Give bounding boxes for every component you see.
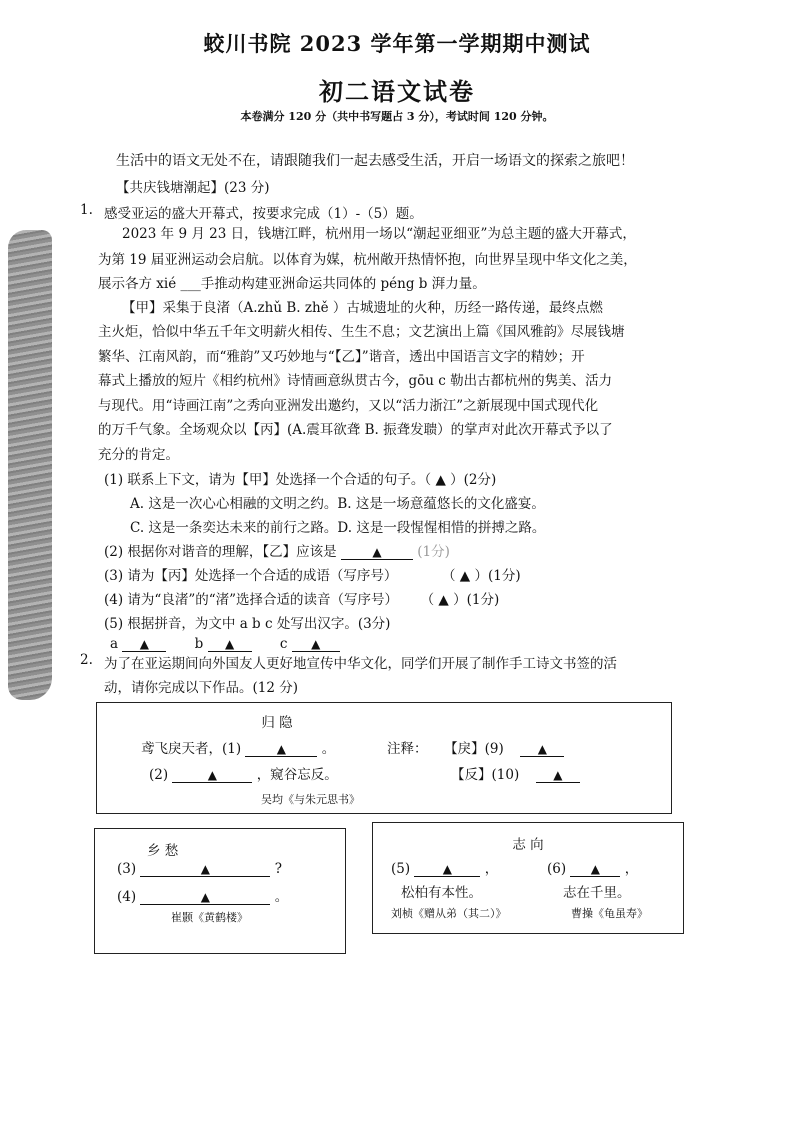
q1-number: 1. [80, 202, 93, 218]
box3-l5-label: (5) [391, 861, 411, 877]
box1-line2-label: (2) [149, 767, 169, 783]
q1-passage-line: 主火炬，恰似中华五千年文明薪火相传、生生不息；文艺演出上篇《国风雅韵》尽展钱塘 [98, 324, 625, 340]
answer-blank-a[interactable]: ▲ [122, 637, 166, 652]
box2-title: 乡 愁 [147, 843, 179, 859]
box1-note-label: 注释： [387, 741, 428, 757]
box3-l6-comma: ， [624, 861, 639, 877]
box1-source: 吴均《与朱元思书》 [261, 793, 360, 806]
box1-note2 [451, 763, 580, 783]
q1-sub5: (5) 根据拼音，为文中 a b c 处写出汉字。(3分) [104, 616, 391, 632]
q1-passage-line: 幕式上播放的短片《相约杭州》诗情画意纵贯古今，gōu c 勒出古都杭州的隽美、活力 [98, 373, 613, 389]
answer-blank[interactable]: ▲ [341, 545, 413, 560]
bookmark-box-xiangchou [94, 828, 346, 954]
exam-note: 本卷满分 120 分（共中书写题占 3 分），考试时间 120 分钟。 [240, 110, 554, 123]
bookmark-box-zhixiang [372, 822, 684, 934]
box3-source-b: 曹操《龟虽寿》 [571, 907, 648, 920]
answer-blank-5[interactable]: ▲ [414, 862, 480, 877]
box3-title: 志 向 [512, 837, 544, 853]
q1-passage-line: 为第 19 届亚洲运动会启航。以体育为媒，杭州敞开热情怀抱，向世界呈现中华文化之美， [98, 252, 637, 268]
box2-line1-label: (3) [117, 861, 137, 877]
section-heading: 【共庆钱塘潮起】(23 分) [116, 180, 270, 196]
q1-sub4-text: (4) 请为“良渚”的“渚”选择合适的读音（写序号） [104, 592, 399, 608]
box2-line1 [117, 861, 282, 877]
q1-sub1-options-ab: A. 这是一次心心相融的文明之约。B. 这是一场意蕴悠长的文化盛宴。 [130, 496, 545, 512]
q1-sub3-text: (3) 请为【丙】处选择一个合适的成语（写序号） [104, 568, 398, 584]
paper-title: 初二语文试卷 [319, 77, 475, 106]
q2-stem-line1: 为了在亚运期间向外国友人更好地宣传中华文化，同学们开展了制作手工诗文书签的活 [104, 656, 617, 672]
q1-sub2 [104, 540, 450, 560]
answer-blank-b[interactable]: ▲ [208, 637, 252, 652]
box3-verse-b: 志在千里。 [563, 885, 631, 901]
answer-blank-9[interactable]: ▲ [520, 742, 564, 757]
box1-line2 [149, 763, 338, 783]
q1-passage-line: 充分的肯定。 [98, 447, 179, 463]
q1-passage-line: 展示各方 xié ___手推动构建亚洲命运共同体的 péng b 湃力量。 [98, 276, 486, 292]
q1-sub1: (1) 联系上下文，请为【甲】处选择一个合适的句子。（ ▲ ）(2分) [104, 472, 497, 488]
q1-passage-line: 2023 年 9 月 23 日，钱塘江畔，杭州用一场以“潮起亚细亚”为总主题的盛大开幕式， [122, 226, 636, 242]
blank-label-c: c [279, 636, 288, 652]
box1-line1-text: 鸢飞戾天者，(1) [141, 741, 242, 757]
box1-note2-text: 【反】(10) [451, 767, 520, 783]
q1-passage-line: 的万千气象。全场观众以【丙】(A.震耳欲聋 B. 振聋发聩）的掌声对此次开幕式予以了 [98, 422, 613, 438]
school-title: 蛟川书院 2023 学年第一学期期中测试 [203, 31, 591, 56]
q1-sub5-blanks [110, 636, 340, 652]
q1-passage-line: 繁华、江南风韵，而“雅韵”又巧妙地与“【乙】”谐音，透出中国语言文字的精妙；开 [98, 349, 585, 365]
box2-line2 [117, 885, 288, 905]
box3-source-a: 刘桢《赠从弟（其二）》 [391, 907, 507, 920]
blank-label-a: a [110, 636, 119, 652]
box3-l6-label: (6) [547, 861, 567, 877]
q2-number: 2. [80, 652, 93, 668]
box1-title: 归 隐 [261, 715, 293, 731]
box1-line1 [141, 737, 335, 757]
q1-passage-line: 【甲】采集于良渚（A.zhǔ B. zhě ）古城遗址的火种，历经一路传递，最终点燃 [122, 300, 603, 316]
box2-line2-end: 。 [274, 889, 289, 905]
box1-note1-text: 【戾】(9) [444, 741, 504, 757]
q1-sub1-options-cd: C. 这是一条奕达未来的前行之路。D. 这是一段惺惺相惜的拼搏之路。 [130, 520, 546, 536]
box1-line1-end: 。 [321, 741, 336, 757]
q1-sub3-answer[interactable]: （ ▲ ）(1分) [442, 568, 521, 584]
q1-sub4-answer[interactable]: （ ▲ ）(1分) [420, 592, 500, 608]
q1-sub3 [104, 564, 521, 584]
bookmark-box-guiyin [96, 702, 672, 814]
answer-blank-1[interactable]: ▲ [245, 742, 317, 757]
box3-line5 [391, 857, 498, 877]
answer-blank-2[interactable]: ▲ [172, 768, 252, 783]
box1-line2-text: ，窥谷忘反。 [256, 767, 338, 783]
q1-sub2-text: (2) 根据你对谐音的理解，【乙】应该是 [104, 544, 337, 560]
scan-smudge [8, 230, 52, 700]
intro-text: 生活中的语文无处不在，请跟随我们一起去感受生活，开启一场语文的探索之旅吧！ [116, 153, 634, 169]
answer-blank-4[interactable]: ▲ [140, 890, 270, 905]
box2-line1-end: ? [274, 861, 282, 877]
answer-blank-6[interactable]: ▲ [570, 862, 620, 877]
answer-blank-10[interactable]: ▲ [536, 768, 580, 783]
q1-stem: 感受亚运的盛大开幕式，按要求完成（1）-（5）题。 [104, 206, 423, 222]
answer-blank-3[interactable]: ▲ [140, 862, 270, 877]
blank-label-b: b [194, 636, 204, 652]
box3-l5-comma: ， [484, 861, 499, 877]
q1-passage-line: 与现代。用“诗画江南”之秀向亚洲发出邀约，又以“活力浙江”之新展现中国式现代化 [98, 398, 599, 414]
q1-sub4 [104, 588, 499, 608]
q2-stem-line2: 动，请你完成以下作品。(12 分) [104, 680, 299, 696]
q1-sub2-score: (1分) [417, 544, 450, 560]
box2-line2-label: (4) [117, 889, 137, 905]
box2-source: 崔颢《黄鹤楼》 [171, 911, 248, 924]
box3-verse-a: 松柏有本性。 [401, 885, 482, 901]
box1-note1 [387, 737, 564, 757]
box3-line6 [547, 857, 638, 877]
answer-blank-c[interactable]: ▲ [292, 637, 340, 652]
